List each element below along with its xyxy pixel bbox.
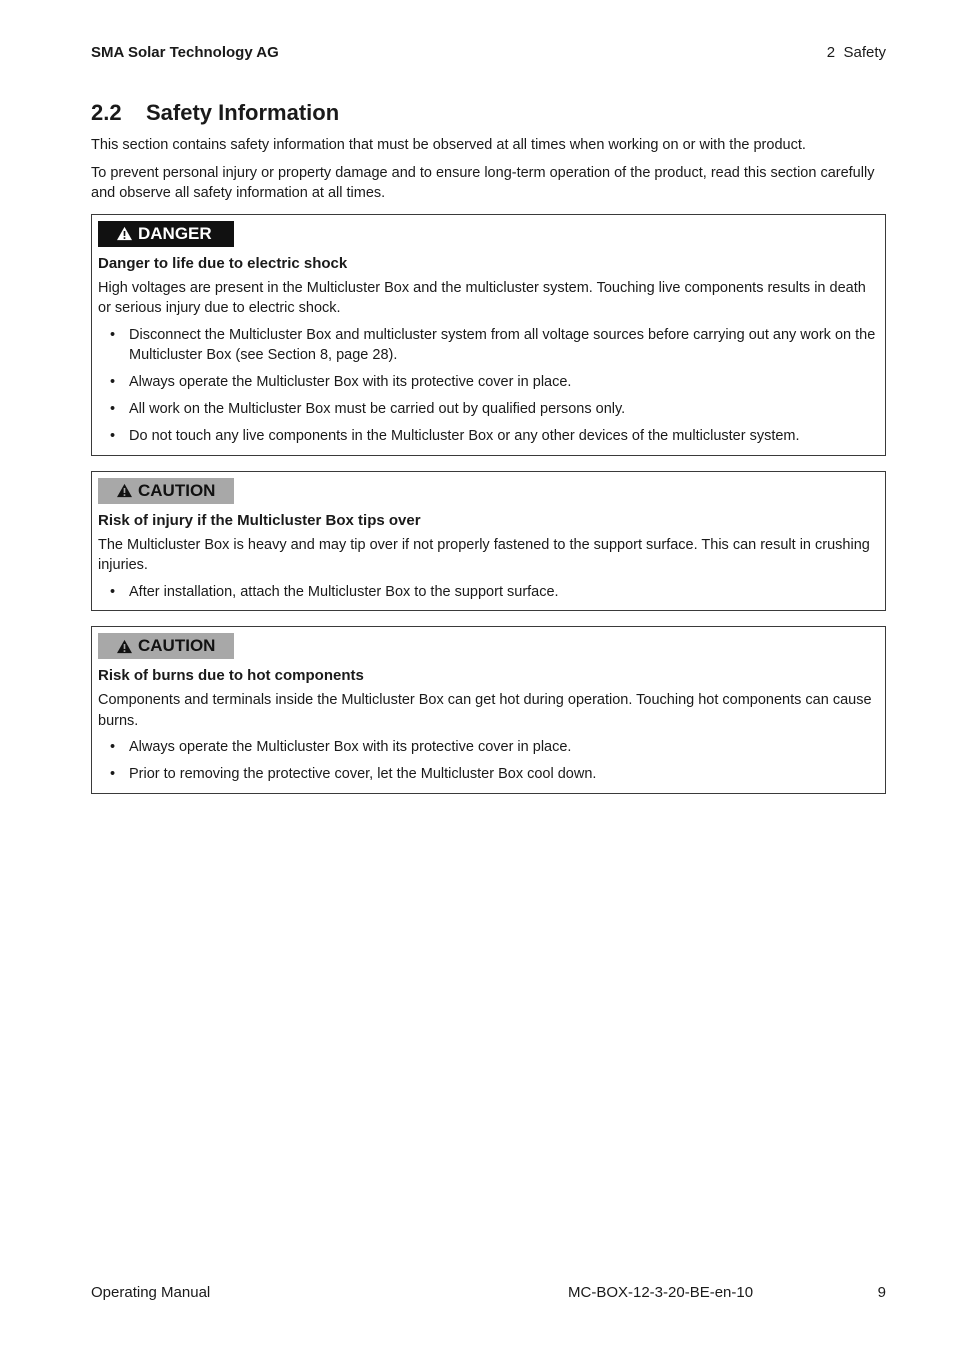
- warning-title: Risk of injury if the Multicluster Box tips over: [98, 511, 421, 529]
- list-item: • Do not touch any live components in the Multicluster Box or any other devices of the multicluster system.: [98, 426, 879, 447]
- chapter-label: 2 Safety: [826, 44, 886, 61]
- measures-list: [98, 325, 879, 447]
- list-item: • Always operate the Multicluster Box with its protective cover in place.: [98, 737, 879, 758]
- manual-type: Operating Manual: [91, 1284, 211, 1301]
- section-title: Safety Information: [146, 100, 340, 125]
- intro-paragraph: This section contains safety information that must be observed at all times when working on or with the product.: [91, 137, 806, 153]
- measures-list: [98, 582, 879, 603]
- measures-list: [98, 737, 879, 785]
- page-number: 9: [877, 1284, 886, 1301]
- main-content: [91, 100, 886, 794]
- warning-text: Components and terminals inside the Multicluster Box can get hot during operation. Touching hot components can cause burns.: [98, 692, 872, 729]
- warning-triangle-icon: [116, 483, 133, 498]
- list-item: • After installation, attach the Multicluster Box to the support surface.: [98, 582, 879, 603]
- section-number: 2.2: [91, 100, 122, 125]
- warning-text: The Multicluster Box is heavy and may tip over if not properly fastened to the support surface. This can result in crushing injuries.: [98, 536, 870, 573]
- caution-badge: [98, 478, 234, 504]
- caution-badge: [98, 633, 234, 659]
- page-header: [91, 44, 886, 61]
- danger-badge: [98, 221, 234, 247]
- badge-label: DANGER: [138, 223, 212, 243]
- list-item: • Disconnect the Multicluster Box and multicluster system from all voltage sources before carrying out any work on the Multicluster Box (see Section 8, page 28).: [98, 325, 879, 366]
- page-footer: [91, 1284, 886, 1304]
- list-item: • Prior to removing the protective cover, let the Multicluster Box cool down.: [98, 764, 879, 785]
- badge-label: CAUTION: [138, 480, 216, 500]
- badge-label: CAUTION: [138, 636, 216, 655]
- list-item: • All work on the Multicluster Box must be carried out by qualified persons only.: [98, 399, 879, 420]
- warning-title: Risk of burns due to hot components: [98, 667, 364, 684]
- warning-text: High voltages are present in the Multicluster Box and the multicluster system. Touching live components results in death or serious injury due to electric shock.: [98, 279, 866, 316]
- caution-box: [91, 471, 886, 612]
- danger-box: [91, 214, 886, 456]
- document-id: MC-BOX-12-3-20-BE-en-10: [568, 1284, 754, 1301]
- section-heading: [91, 100, 886, 126]
- warning-triangle-icon: [116, 226, 133, 241]
- list-item: • Always operate the Multicluster Box with its protective cover in place.: [98, 372, 879, 393]
- warning-title: Danger to life due to electric shock: [98, 254, 348, 272]
- intro-paragraph: To prevent personal injury or property damage and to ensure long-term operation of the product, read this section carefully and observe all safety information at all times.: [91, 164, 875, 201]
- caution-box: [91, 626, 886, 794]
- warning-triangle-icon: [116, 639, 133, 654]
- company-name: SMA Solar Technology AG: [91, 44, 279, 61]
